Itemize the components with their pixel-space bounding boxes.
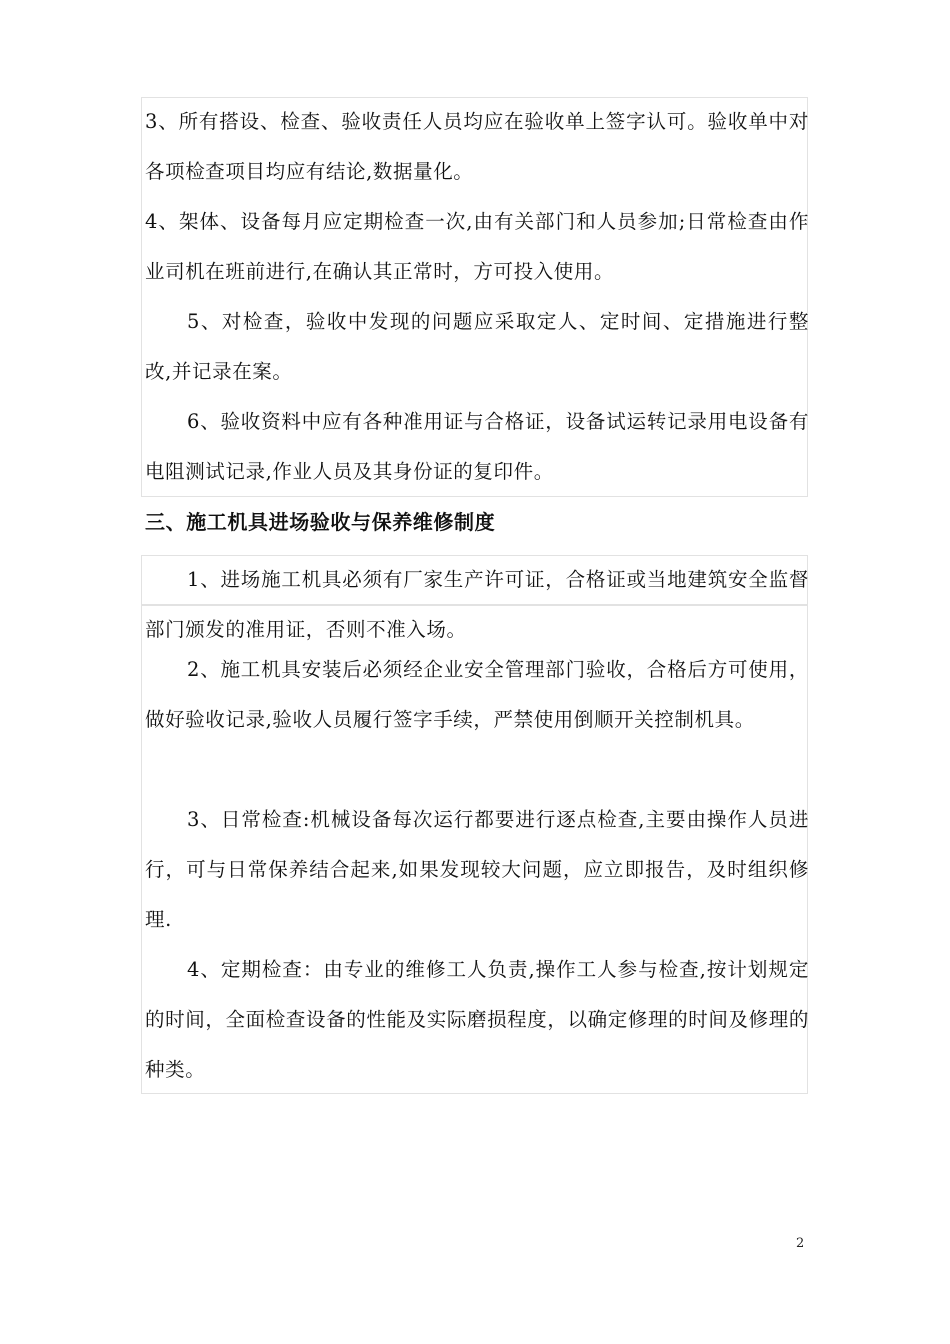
paragraph-item-3-daily-check: 3、日常检查:机械设备每次运行都要进行逐点检查,主要由操作人员进行，可与日常保养结合起来,如果发现较大问题，应立即报告，及时组织修理. <box>145 808 809 931</box>
paragraph-item-5-rectification: 5、对检查，验收中发现的问题应采取定人、定时间、定措施进行整改,并记录在案。 <box>145 310 809 383</box>
paragraph-item-1-entry-permit: 1、进场施工机具必须有厂家生产许可证，合格证或当地建筑安全监督部门颁发的准用证，否则不准入场。 <box>145 568 809 641</box>
section-heading: 三、施工机具进场验收与保养维修制度 <box>145 510 496 534</box>
paragraph-item-4-monthly-check: 4、架体、设备每月应定期检查一次,由有关部门和人员参加;日常检查由作业司机在班前进行,在确认其正常时，方可投入使用。 <box>145 210 809 283</box>
paragraph-item-2-installation: 2、施工机具安装后必须经企业安全管理部门验收，合格后方可使用，做好验收记录,验收人员履行签字手续，严禁使用倒顺开关控制机具。 <box>145 658 809 731</box>
page-number: 2 <box>796 1236 805 1251</box>
paragraph-item-6-records: 6、验收资料中应有各种准用证与合格证，设备试运转记录用电设备有电阻测试记录,作业人员及其身份证的复印件。 <box>145 410 809 483</box>
paragraph-item-4-periodic-check: 4、定期检查：由专业的维修工人负责,操作工人参与检查,按计划规定的时间，全面检查设备的性能及实际磨损程度，以确定修理的时间及修理的种类。 <box>145 958 809 1081</box>
paragraph-item-3-signoff: 3、所有搭设、检查、验收责任人员均应在验收单上签字认可。验收单中对各项检查项目均应有结论,数据量化。 <box>145 110 809 183</box>
